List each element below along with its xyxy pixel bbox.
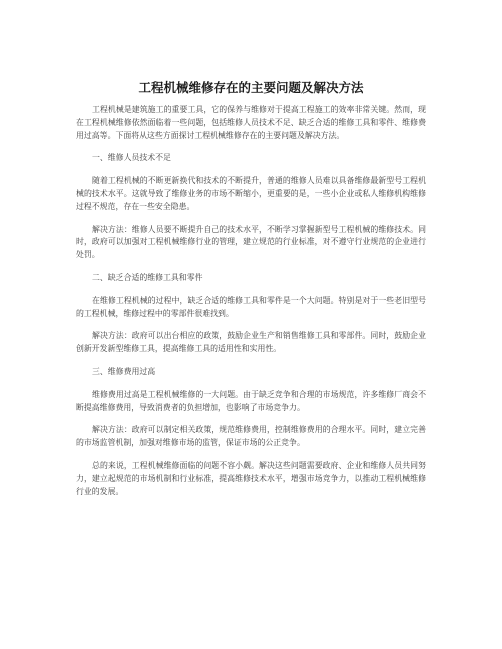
conclusion-paragraph: 总的来说，工程机械维修面临的问题不容小觑。解决这些问题需要政府、企业和维修人员共同努力，建立起规范的市场机制和行业标准，提高维修技术水平，增强市场竞争力，以推动工程机械维修行业的发展。 — [76, 460, 426, 496]
section-solution-3: 解决方法：政府可以制定相关政策，规范维修费用，控制维修费用的合理水平。同时，建立完善的市场监管机制，加强对维修市场的监管，保证市场的公正竞争。 — [76, 425, 426, 448]
document-body — [76, 80, 426, 508]
section-heading-1: 一、维修人员技术不足 — [92, 153, 171, 163]
section-solution-2: 解决方法：政府可以出台相应的政策，鼓励企业生产和销售维修工具和零部件。同时，鼓励企业创新开发新型维修工具，提高维修工具的适用性和实用性。 — [76, 331, 426, 354]
section-heading-3: 三、维修费用过高 — [92, 366, 156, 376]
section-body-2: 在维修工程机械的过程中，缺乏合适的维修工具和零件是一个大问题。特别是对于一些老旧型号的工程机械，维修过程中的零部件很难找到。 — [76, 295, 426, 318]
document-title: 工程机械维修存在的主要问题及解决方法 — [138, 80, 364, 95]
section-body-3: 维修费用过高是工程机械维修的一大问题。由于缺乏竞争和合理的市场规范，许多维修厂商会不断提高维修费用，导致消费者的负担增加，也影响了市场竞争力。 — [76, 389, 426, 412]
section-body-1: 随着工程机械的不断更新换代和技术的不断提升，普通的维修人员难以具备维修最新型号工程机械的技术水平。这就导致了维修业务的市场不断缩小，更重要的是，一些小企业或私人维修机构维修过程不规范，存在一些安全隐患。 — [76, 176, 426, 211]
intro-paragraph: 工程机械是建筑施工的重要工具，它的保养与维修对于提高工程施工的效率非常关键。然而，现在工程机械维修依然面临着一些问题，包括维修人员技术不足、缺乏合适的维修工具和零件、维修费用过高等。下面将从这些方面探讨工程机械维修存在的主要问题及解决方法。 — [76, 105, 426, 140]
section-heading-2: 二、缺乏合适的维修工具和零件 — [92, 272, 203, 282]
section-solution-1: 解决方法：维修人员要不断提升自己的技术水平，不断学习掌握新型号工程机械的维修技术。同时，政府可以加强对工程机械维修行业的管理，建立规范的行业标准，对不遵守行业规范的企业进行处罚。 — [76, 224, 426, 260]
